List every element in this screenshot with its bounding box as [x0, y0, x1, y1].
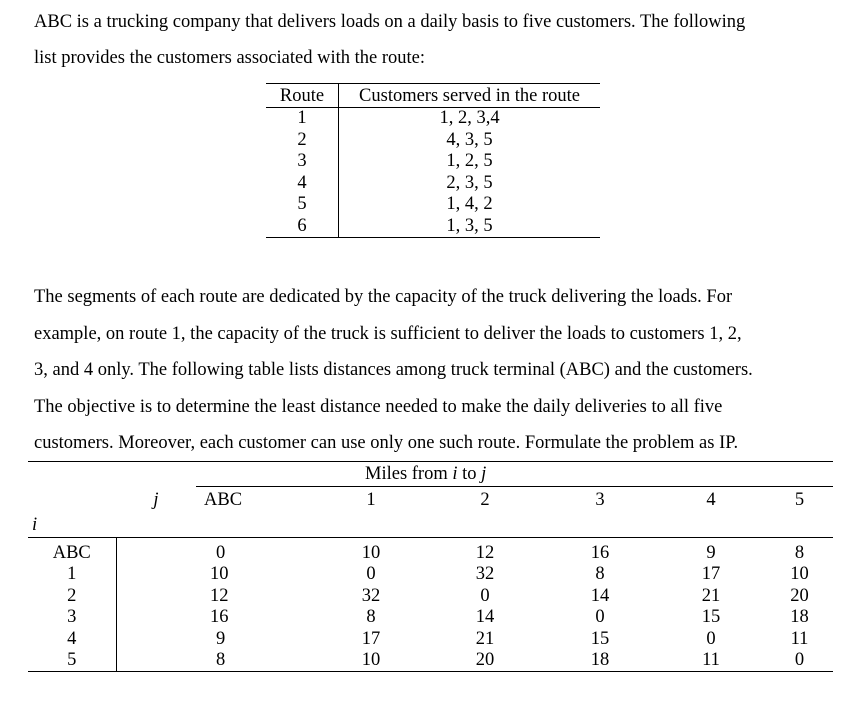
route-number: 4	[266, 173, 339, 195]
route-row	[266, 130, 600, 152]
cell: 17	[361, 628, 381, 649]
body-line-3: 3, and 4 only. The following table lists distances among truck terminal (ABC) and the customers.	[34, 360, 753, 380]
table-row	[28, 585, 833, 607]
j-label: j	[153, 489, 159, 510]
body-paragraph	[34, 279, 834, 462]
col-header: ABC	[204, 490, 243, 510]
cell: 11	[656, 650, 766, 672]
row-label: 2	[28, 585, 116, 607]
col-header: 4	[706, 490, 716, 510]
cell: 14	[590, 585, 610, 606]
route-number: 5	[266, 194, 339, 216]
route-number: 3	[266, 151, 339, 173]
customers-header: Customers served in the route	[339, 84, 601, 108]
row-label: 4	[28, 628, 116, 650]
cell: 9	[706, 542, 716, 563]
route-customers: 1, 4, 2	[446, 194, 493, 214]
cell: 8	[595, 564, 605, 584]
cell: 9	[216, 628, 226, 649]
cell: 20	[790, 585, 809, 606]
i-label: i	[28, 513, 116, 538]
cell: 18	[544, 650, 656, 672]
cell: 11	[790, 628, 809, 649]
cell: 10	[790, 564, 809, 584]
route-number: 6	[266, 216, 339, 238]
i-label-row	[28, 513, 833, 538]
cell: 12	[210, 585, 229, 606]
cell: 18	[790, 607, 809, 627]
route-row	[266, 108, 600, 130]
cell: 8	[196, 650, 316, 672]
cell: 20	[426, 650, 544, 672]
cell: 14	[475, 607, 495, 627]
cell: 0	[216, 542, 226, 563]
intro-paragraph	[34, 4, 834, 76]
cell: 0	[480, 585, 490, 606]
route-row	[266, 194, 600, 216]
route-customers: 1, 2, 3,4	[439, 108, 500, 128]
cell: 16	[210, 607, 229, 627]
cell: 0	[595, 607, 605, 627]
route-row	[266, 173, 600, 195]
col-header: 1	[366, 490, 376, 510]
cell: 15	[701, 607, 721, 627]
table-row	[28, 628, 833, 650]
cell: 0	[706, 628, 716, 649]
route-customers: 1, 2, 5	[446, 151, 493, 171]
route-number: 1	[266, 108, 339, 130]
intro-line-2: list provides the customers associated with the route:	[34, 48, 425, 68]
body-line-1: The segments of each route are dedicated by the capacity of the truck delivering the loads. For	[34, 287, 733, 307]
route-customers: 1, 3, 5	[339, 216, 601, 238]
cell: 32	[475, 564, 495, 584]
cell: 21	[475, 628, 495, 649]
distance-table	[28, 461, 833, 672]
cell: 10	[361, 542, 381, 563]
table-row	[28, 538, 833, 564]
route-header: Route	[266, 84, 339, 108]
routes-table	[266, 83, 600, 238]
cell: 32	[361, 585, 381, 606]
distance-caption: Miles from i to j	[196, 462, 833, 487]
row-label: 1	[28, 564, 116, 586]
cell: 10	[210, 564, 229, 584]
body-line-2: example, on route 1, the capacity of the truck is sufficient to deliver the loads to customers 1, 2,	[34, 323, 742, 344]
cell: 8	[366, 607, 376, 627]
row-label: 5	[28, 650, 116, 672]
cell: 8	[794, 542, 805, 563]
cell: 10	[316, 650, 426, 672]
route-customers: 2, 3, 5	[446, 172, 493, 193]
table-row	[28, 650, 833, 672]
cell: 17	[701, 564, 721, 584]
cell: 0	[366, 564, 376, 584]
body-line-4: The objective is to determine the least distance needed to make the daily deliveries to all five	[34, 396, 723, 417]
table-row	[28, 564, 833, 586]
body-line-5: customers. Moreover, each customer can use only one such route. Formulate the problem as IP.	[34, 433, 739, 453]
route-row	[266, 216, 600, 238]
row-label: ABC	[28, 538, 116, 564]
cell: 12	[475, 542, 495, 563]
col-header: 5	[794, 490, 805, 510]
cell: 16	[590, 542, 610, 563]
intro-line-1: ABC is a trucking company that delivers loads on a daily basis to five customers. The following	[34, 12, 746, 32]
distance-caption-row	[28, 462, 833, 487]
cell: 0	[766, 650, 833, 672]
cell: 21	[701, 585, 721, 606]
route-row	[266, 151, 600, 173]
distance-header-row	[28, 487, 833, 514]
table-row	[28, 607, 833, 629]
route-number: 2	[266, 130, 339, 152]
routes-header-row	[266, 84, 600, 108]
row-label: 3	[28, 607, 116, 629]
col-header: 3	[595, 490, 605, 510]
route-customers: 4, 3, 5	[446, 129, 493, 150]
cell: 15	[590, 628, 610, 649]
col-header: 2	[480, 490, 490, 510]
